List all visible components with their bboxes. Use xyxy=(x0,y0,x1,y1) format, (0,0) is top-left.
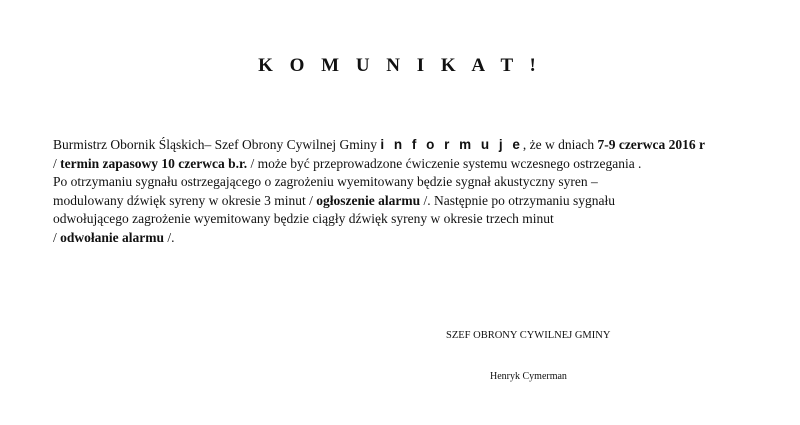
backup-date: termin zapasowy 10 czerwca b.r. xyxy=(60,155,248,171)
body-line-6 xyxy=(53,229,753,248)
alarm-announcement: ogłoszenie alarmu xyxy=(316,192,421,208)
line4-text-a: modulowany dźwięk syreny w okresie 3 minut / xyxy=(53,192,317,208)
signature-name: Henryk Cymerman xyxy=(490,371,567,382)
announcement-body xyxy=(53,136,753,247)
line6-text-c: /. xyxy=(164,229,175,245)
line1-text-c: , że w dniach xyxy=(522,137,598,152)
line2-text-a: / xyxy=(53,155,61,171)
line6-text-a: / xyxy=(53,229,61,245)
body-line-2 xyxy=(53,155,753,174)
informs-emphasis: i n f o r m u j e xyxy=(380,137,523,152)
line4-text-c: /. Następnie po otrzymaniu sygnału xyxy=(420,192,616,208)
body-line-3: Po otrzymaniu sygnału ostrzegającego o zagrożeniu wyemitowany będzie sygnał akustyczny syren – xyxy=(53,174,598,189)
document-title: K O M U N I K A T ! xyxy=(258,55,542,76)
body-line-5: odwołującego zagrożenie wyemitowany będzie ciągły dźwięk syreny w okresie trzech minut xyxy=(53,211,554,226)
line2-text-c: / może być przeprowadzone ćwiczenie systemu wczesnego ostrzegania . xyxy=(247,155,642,171)
exercise-dates: 7-9 czerwca 2016 r xyxy=(597,137,706,152)
alarm-cancellation: odwołanie alarmu xyxy=(60,229,165,245)
signature-title: SZEF OBRONY CYWILNEJ GMINY xyxy=(446,330,611,341)
line1-text-a: Burmistrz Obornik Śląskich– Szef Obrony Cywilnej Gminy xyxy=(53,137,381,152)
body-line-1 xyxy=(53,136,753,155)
body-line-4 xyxy=(53,192,753,211)
